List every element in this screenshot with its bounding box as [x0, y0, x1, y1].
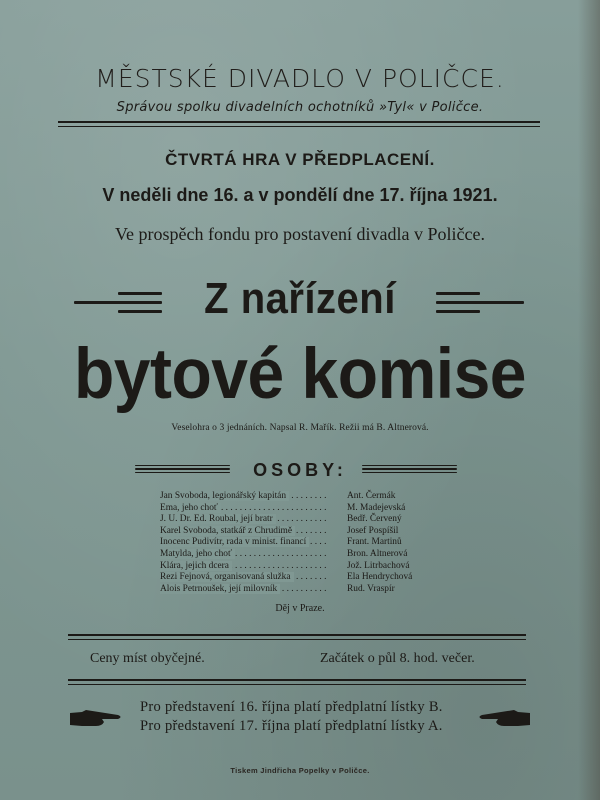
cast-row — [160, 526, 460, 538]
cast-role: Jan Svoboda, legionářský kapitán — [160, 491, 289, 501]
cast-row — [160, 514, 460, 526]
cast-row — [160, 491, 460, 503]
cast-actor: Bedř. Červený — [347, 514, 402, 525]
management-line: Správou spolku divadelních ochotníků »Tyl« v Poličce. — [116, 100, 484, 115]
info-divider-top-thin — [68, 639, 526, 640]
cast-row — [160, 549, 460, 561]
cast-role: Klára, jejich dcera — [160, 561, 232, 571]
play-credits: Veselohra o 3 jednáních. Napsal R. Mařík. Režii má B. Altnerová. — [171, 423, 429, 433]
cast-actor: Jož. Litrbachová — [347, 560, 410, 571]
benefit-note: Ve prospěch fondu pro postavení divadla v Poličce. — [115, 224, 485, 244]
subscription-note-1: Pro představení 16. října platí předplatní lístky B. — [140, 699, 443, 715]
start-time: Začátek o půl 8. hod. večer. — [320, 651, 475, 666]
subscription-note-2: Pro představení 17. října platí předplatní lístky A. — [140, 718, 443, 734]
info-divider-bottom — [68, 679, 526, 681]
play-title-line-2: bytové komise — [73, 333, 527, 413]
cast-role: Karel Svoboda, statkář z Chrudimě — [160, 526, 295, 536]
cast-actor: Ant. Čermák — [347, 491, 396, 501]
cast-row — [160, 503, 460, 515]
performance-dates: V neděli dne 16. a v pondělí dne 17. října 1921. — [102, 185, 498, 205]
cast-role: Ema, jeho choť — [160, 503, 221, 513]
cast-heading-ornament-right — [362, 462, 457, 476]
header-divider-thin — [58, 126, 540, 127]
printer-imprint: Tiskem Jindřicha Popelky v Poličce. — [230, 766, 370, 775]
cast-role: Matylda, jeho choť — [160, 549, 235, 559]
info-divider-top — [68, 634, 526, 636]
ticket-prices: Ceny míst obyčejné. — [90, 651, 205, 666]
pointing-hand-left-icon — [476, 707, 532, 729]
cast-role: Inocenc Pudivítr, rada v minist. financí — [160, 537, 309, 547]
pointing-hand-right-icon — [68, 707, 124, 729]
theatre-name: MĚSTSKÉ DIVADLO V POLIČCE. — [95, 64, 505, 93]
cast-row — [160, 561, 460, 573]
cast-role: Rezi Fejnová, organisovaná služka — [160, 572, 294, 582]
play-number: ČTVRTÁ HRA V PŘEDPLACENÍ. — [165, 150, 435, 169]
cast-row — [160, 537, 460, 549]
info-divider-bottom-thin — [68, 684, 526, 685]
cast-row — [160, 572, 460, 584]
play-title-line-1: Z nařízení — [204, 275, 396, 323]
cast-actor: Josef Pospíšil — [347, 525, 399, 536]
cast-actor: Bron. Altnerová — [347, 548, 408, 559]
cast-actor: Rud. Vraspír — [347, 583, 395, 594]
cast-role: Alois Petrnoušek, její milovník — [160, 584, 280, 594]
cast-heading: OSOBY: — [253, 460, 347, 480]
cast-actor: Ela Hendrychová — [347, 572, 413, 583]
cast-list — [160, 491, 460, 595]
cast-row — [160, 584, 460, 596]
header-divider — [58, 121, 540, 123]
cast-role: J. U. Dr. Ed. Roubal, její bratr — [160, 514, 276, 524]
scene-note: Děj v Praze. — [275, 603, 325, 614]
cast-actor: M. Madejevská — [347, 502, 406, 513]
cast-actor: Frant. Martinů — [347, 537, 402, 548]
